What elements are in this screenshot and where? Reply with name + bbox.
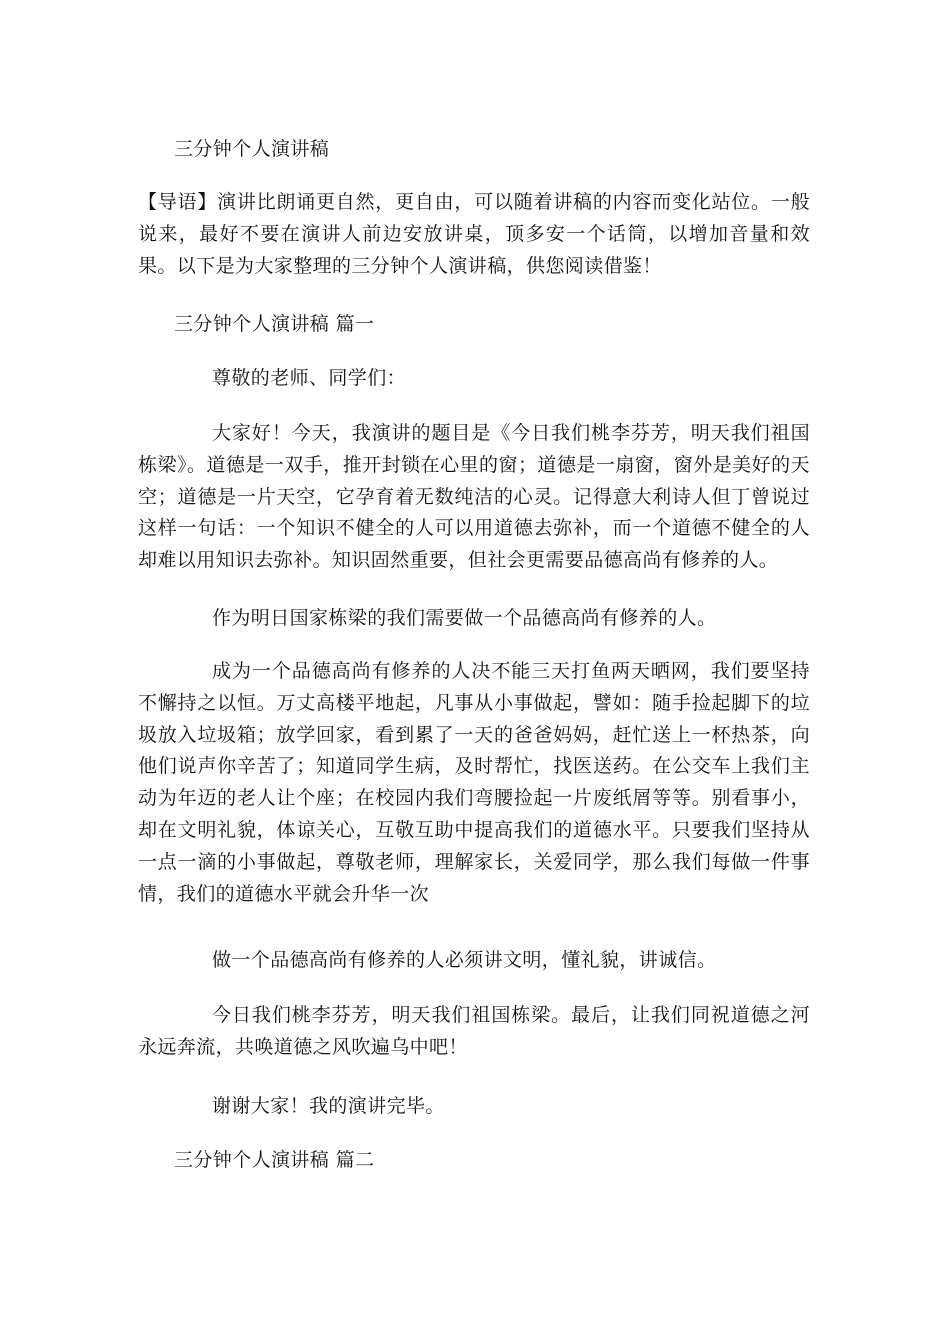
body-paragraph: 成为一个品德高尚有修养的人决不能三天打鱼两天晒网，我们要坚持不懈持之以恒。万丈高楼平地起，凡事从小事做起，譬如：随手捡起脚下的垃圾放入垃圾箱；放学回家，看到累了一天的爸爸妈妈，赶忙送上一杯热茶，向他们说声你辛苦了；知道同学生病，及时帮忙，找医送药。在公交车上我们主动为年迈的老人让个座；在校园内我们弯腰捡起一片废纸屑等等。别看事小，却在文明礼貌，体谅关心，互敬互助中提高我们的道德水平。只要我们坚持从一点一滴的小事做起，尊敬老师，理解家长，关爱同学，那么我们每做一件事情，我们的道德水平就会升华一次 (138, 660, 810, 905)
closing-line: 谢谢大家！我的演讲完毕。 (212, 1095, 445, 1117)
body-paragraph: 作为明日国家栋梁的我们需要做一个品德高尚有修养的人。 (212, 607, 717, 629)
document-title: 三分钟个人演讲稿 (174, 138, 330, 160)
section-heading-1: 三分钟个人演讲稿 篇一 (174, 313, 375, 335)
greeting-line: 尊敬的老师、同学们： (212, 367, 407, 389)
intro-paragraph: 【导语】演讲比朗诵更自然，更自由，可以随着讲稿的内容而变化站位。一般说来，最好不要在演讲人前边安放讲桌，顶多安一个话筒，以增加音量和效果。以下是为大家整理的三分钟个人演讲稿，供您阅读借鉴！ (138, 191, 810, 277)
section-heading-2: 三分钟个人演讲稿 篇二 (174, 1149, 375, 1171)
body-paragraph: 大家好！今天，我演讲的题目是《今日我们桃李芬芳，明天我们祖国栋梁》。道德是一双手，推开封锁在心里的窗；道德是一扇窗，窗外是美好的天空；道德是一片天空，它孕育着无数纯洁的心灵。记得意大利诗人但丁曾说过这样一句话：一个知识不健全的人可以用道德去弥补，而一个道德不健全的人却难以用知识去弥补。知识固然重要，但社会更需要品德高尚有修养的人。 (138, 422, 810, 572)
body-paragraph: 今日我们桃李芬芳，明天我们祖国栋梁。最后，让我们同祝道德之河永远奔流，共唤道德之风吹遍乌中吧！ (138, 1004, 810, 1058)
body-paragraph: 做一个品德高尚有修养的人必须讲文明，懂礼貌，讲诚信。 (212, 949, 717, 971)
